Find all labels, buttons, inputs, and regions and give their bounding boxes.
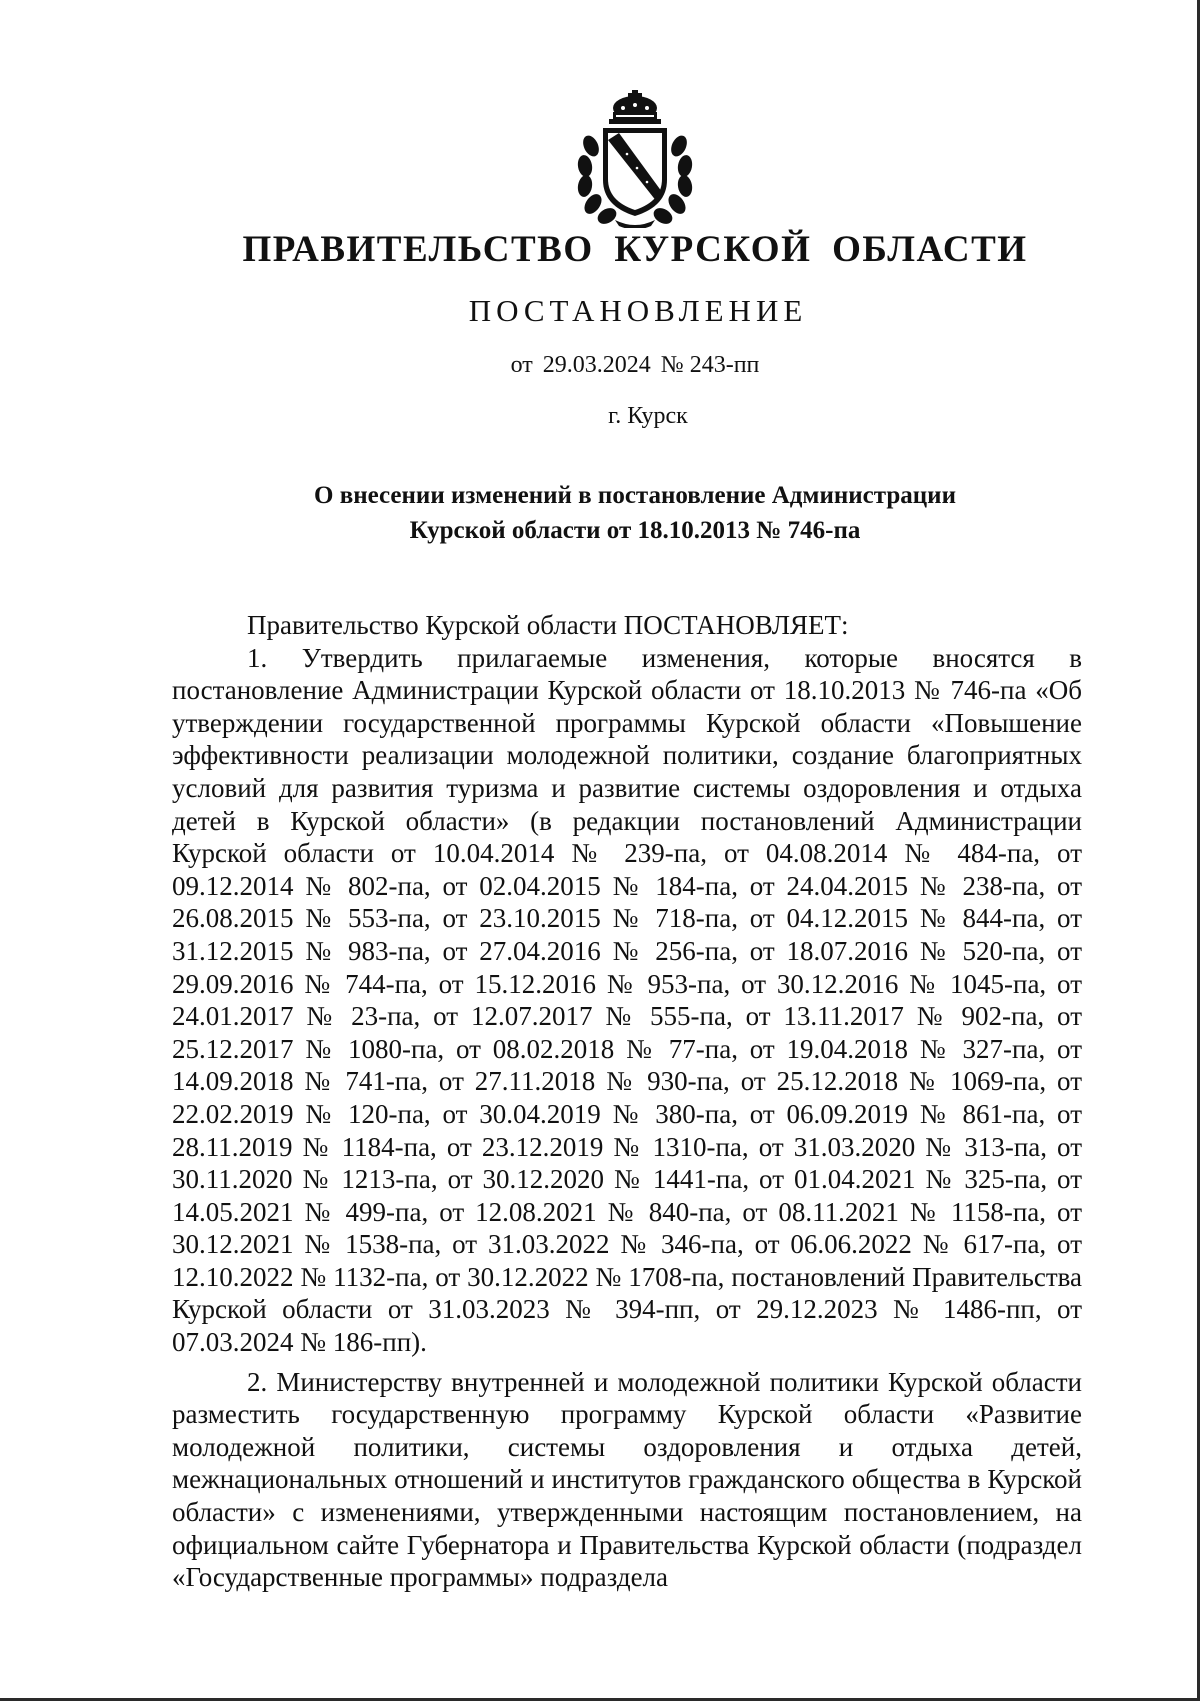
subject-line-2: Курской области от 18.10.2013 № 746-па: [409, 517, 861, 544]
document-date-number: [0, 352, 1200, 379]
document-type: ПОСТАНОВЛЕНИЕ: [468, 293, 808, 328]
body-item-2: 2. Министерству внутренней и молодежной политики Курской области разместить государственную программу Курской области «Развитие молодежной политики, системы оздоровления и отдыха детей, межнациональных отношений и институтов гражданского общества в Курской области» с изменениями, утвержденными настоящим постановлением, на официальном сайте Губернатора и Правительства Курской области (подраздел «Государственные программы» подраздела: [172, 1366, 1082, 1593]
date-prefix: от: [510, 352, 533, 378]
coat-of-arms-icon: [571, 88, 699, 228]
subject-line-1: О внесении изменений в постановление Администрации: [314, 482, 956, 509]
document-number: № 243-пп: [660, 352, 760, 378]
body-intro: Правительство Курской области ПОСТАНОВЛЯЕТ:: [247, 610, 849, 640]
document-body: [172, 609, 1082, 1594]
body-item-1: 1. Утвердить прилагаемые изменения, которые вносятся в постановление Администрации Курской области от 18.10.2013 № 746-па «Об утверждении государственной программы Курской области «Повышение эффективности реализации молодежной политики, создание благоприятных условий для развития туризма и развитие системы оздоровления и отдыха детей в Курской области» (в редакции постановлений Администрации Курской области от 10.04.2014 № 239-па, от 04.08.2014 № 484-па, от 09.12.2014 № 802-па, от 02.04.2015 № 184-па, от 24.04.2015 № 238-па, от 26.08.2015 № 553-па, от 23.10.2015 № 718-па, от 04.12.2015 № 844-па, от 31.12.2015 № 983-па, от 27.04.2016 № 256-па, от 18.07.2016 № 520-па, от 29.09.2016 № 744-па, от 15.12.2016 № 953-па, от 30.12.2016 № 1045-па, от 24.01.2017 № 23-па, от 12.07.2017 № 555-па, от 13.11.2017 № 902-па, от 25.12.2017 № 1080-па, от 08.02.2018 № 77-па, от 19.04.2018 № 327-па, от 14.09.2018 № 741-па, от 27.11.2018 № 930-па, от 25.12.2018 № 1069-па, от 22.02.2019 № 120-па, от 30.04.2019 № 380-па, от 06.09.2019 № 861-па, от 28.11.2019 № 1184-па, от 23.12.2019 № 1310-па, от 31.03.2020 № 313-па, от 30.11.2020 № 1213-па, от 30.12.2020 № 1441-па, от 01.04.2021 № 325-па, от 14.05.2021 № 499-па, от 12.08.2021 № 840-па, от 08.11.2021 № 1158-па, от 30.12.2021 № 1538-па, от 31.03.2022 № 346-па, от 06.06.2022 № 617-па, от 12.10.2022 № 1132-па, от 30.12.2022 № 1708-па, постановлений Правительства Курской области от 31.03.2023 № 394-пп, от 29.12.2023 № 1486-пп, от 07.03.2024 № 186-пп).: [172, 642, 1082, 1358]
government-title: ПРАВИТЕЛЬСТВО КУРСКОЙ ОБЛАСТИ: [242, 229, 1028, 270]
document-date: 29.03.2024: [542, 352, 651, 378]
document-subject: [0, 478, 1200, 548]
document-city: г. Курск: [608, 403, 688, 429]
